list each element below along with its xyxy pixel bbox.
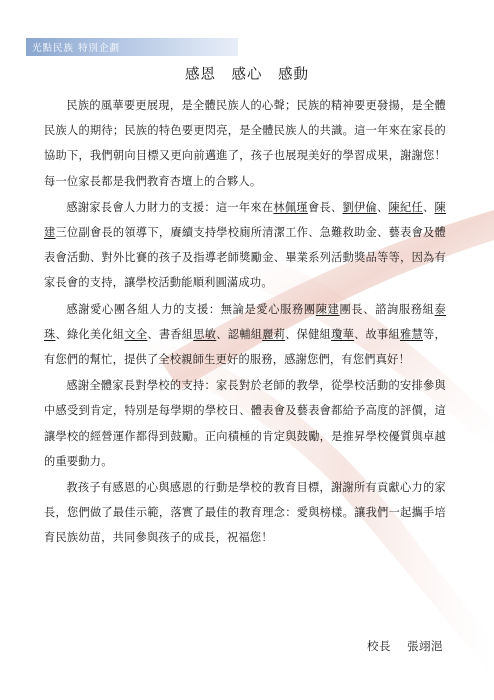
paragraph-5	[44, 475, 446, 551]
underlined-name: 陳紀任	[388, 200, 423, 214]
article-body	[44, 93, 446, 551]
text-run: 、保健組	[285, 327, 332, 341]
text-run: 、故事組	[354, 327, 400, 341]
signature-role: 校長	[367, 639, 391, 653]
signature	[367, 638, 443, 654]
underlined-name: 文全	[124, 327, 148, 341]
page-title: 感恩 感心 感動	[185, 67, 309, 83]
paragraph-1	[44, 93, 446, 194]
text-run: 感謝全體家長對學校的支持：家長對於老師的教學，從學校活動的安排參與中感受到肯定，特別是每學期的學校日、體表會及藝表會都給予高度的評價，這讓學校的經營運作都得到鼓勵。正向積極的肯定與鼓勵，是推昇學校優質與卓越的重要動力。	[44, 379, 446, 468]
text-run: 民族的風華要更展現，是全體民族人的心聲；民族的精神要更發揚，是全體民族人的期待；民族的特色要更閃亮，是全體民族人的共識。這一年來在家長的協助下，我們朝向目標又更向前邁進了，孩子也展現美好的學習成果，謝謝您！每一位家長都是我們教育杏壇上的合夥人。	[44, 99, 446, 188]
paragraph-4	[44, 373, 446, 474]
text-run: 感謝愛心團各組人力的支援：無論是愛心服務團	[66, 302, 316, 316]
signature-name: 張翊浥	[407, 639, 443, 653]
underlined-name: 陳建	[315, 302, 340, 316]
text-run: 、	[376, 200, 389, 214]
underlined-name: 思敏	[193, 327, 217, 341]
paragraph-3	[44, 297, 446, 373]
text-run: 、認輔組	[216, 327, 263, 341]
text-run: 教孩子有感恩的心與感恩的行動是學校的教育目標，謝謝所有貢獻心力的家長，您們做了最佳示範，落實了最佳的教育理念：愛與榜樣。讓我們一起攜手培育民族幼苗，共同參與孩子的成長，祝福您！	[44, 481, 446, 545]
underlined-name: 泰珠	[44, 302, 446, 341]
underlined-name: 雅慧	[400, 327, 423, 341]
text-run: 感謝家長會人力財力的支援：這一年來在	[66, 200, 274, 214]
text-run: 團長、諮詢服務組	[339, 302, 435, 316]
text-run: 等，有您們的幫忙，提供了全校親師生更好的服務，感謝您們，有您們真好！	[44, 327, 446, 367]
text-run: 、書香組	[147, 327, 194, 341]
underlined-name: 瓊華	[331, 327, 355, 341]
underlined-name: 麗莉	[262, 327, 286, 341]
section-label: 光點民族 特別企劃	[32, 43, 121, 54]
text-run: 三位副會長的領導下，賡續支持學校廁所清潔工作、急難救助金、藝表會及體表會活動、對外比賽的孩子及指導老師獎勵金、畢業系列活動獎品等等，因為有家長會的支持，讓學校活動能順利圓滿成功。	[44, 226, 446, 290]
text-run: 會長、	[307, 200, 343, 214]
paragraph-2	[44, 195, 446, 296]
underlined-name: 林佩瑾	[273, 200, 308, 214]
underlined-name: 劉伊倫	[342, 200, 377, 214]
text-run: 、綠化美化組	[55, 327, 125, 341]
underlined-name: 陳建	[44, 200, 446, 240]
text-run: 、	[423, 200, 435, 214]
